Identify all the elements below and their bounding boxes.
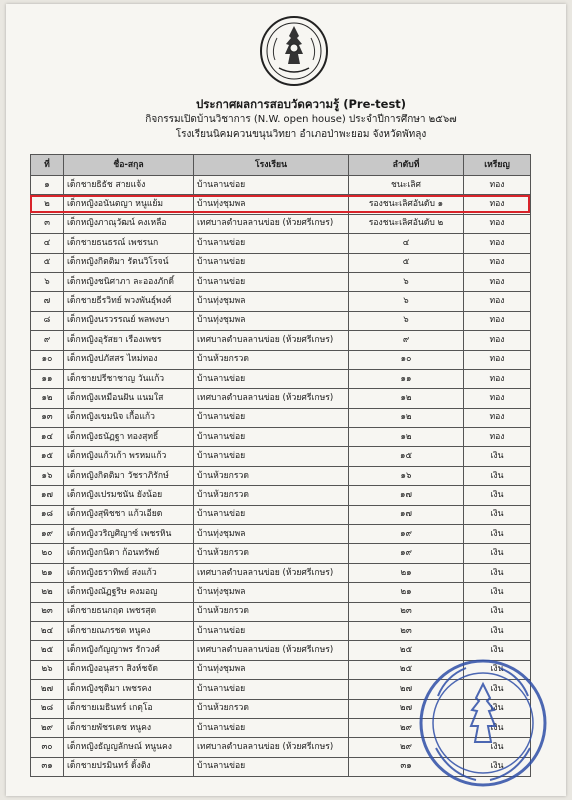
cell-no: ๒๘: [31, 699, 64, 718]
cell-school: บ้านลานข่อย: [194, 757, 349, 776]
table-row: [31, 389, 531, 408]
cell-no: ๒๙: [31, 718, 64, 737]
cell-rank: รองชนะเลิศอันดับ ๑: [349, 195, 464, 214]
cell-school: บ้านห้วยกรวด: [194, 466, 349, 485]
cell-rank: ๒๑: [349, 563, 464, 582]
cell-name: เด็กชายธิธัช สายแจ้ง: [64, 176, 194, 195]
cell-rank: ๒๙: [349, 718, 464, 737]
table-row: [31, 583, 531, 602]
cell-school: บ้านทุ่งชุมพล: [194, 583, 349, 602]
cell-rank: ๓๑: [349, 757, 464, 776]
table-header-row: [31, 155, 531, 176]
cell-school: บ้านห้วยกรวด: [194, 699, 349, 718]
cell-medal: เงิน: [464, 699, 531, 718]
cell-rank: ๒๑: [349, 583, 464, 602]
cell-medal: ทอง: [464, 350, 531, 369]
cell-school: บ้านทุ่งชุมพล: [194, 195, 349, 214]
cell-school: บ้านลานข่อย: [194, 253, 349, 272]
cell-school: เทศบาลตำบลลานข่อย (ห้วยศรีเกษร): [194, 214, 349, 233]
table-row: [31, 428, 531, 447]
cell-name: เด็กชายพัชรเดช หนูคง: [64, 718, 194, 737]
table-row: [31, 350, 531, 369]
cell-medal: ทอง: [464, 331, 531, 350]
cell-rank: ๒๕: [349, 641, 464, 660]
cell-no: ๒๓: [31, 602, 64, 621]
cell-rank: ๑๑: [349, 369, 464, 388]
table-row: [31, 602, 531, 621]
cell-school: บ้านห้วยกรวด: [194, 602, 349, 621]
cell-medal: ทอง: [464, 234, 531, 253]
cell-rank: ๑๗: [349, 505, 464, 524]
cell-no: ๑๖: [31, 466, 64, 485]
cell-medal: เงิน: [464, 466, 531, 485]
cell-name: เด็กหญิงเหมือนฝัน แนมใส: [64, 389, 194, 408]
cell-medal: ทอง: [464, 369, 531, 388]
cell-name: เด็กหญิงกัญญาพร รักวงศ์: [64, 641, 194, 660]
cell-name: เด็กหญิงชุติมา เพชรคง: [64, 680, 194, 699]
cell-rank: ๑๕: [349, 447, 464, 466]
cell-school: บ้านทุ่งชุมพล: [194, 525, 349, 544]
cell-rank: ๖: [349, 292, 464, 311]
cell-medal: เงิน: [464, 738, 531, 757]
cell-name: เด็กหญิงนรวรรณย์ พลพงษา: [64, 311, 194, 330]
table-row: [31, 369, 531, 388]
cell-no: ๖: [31, 272, 64, 291]
cell-no: ๒๕: [31, 641, 64, 660]
cell-school: เทศบาลตำบลลานข่อย (ห้วยศรีเกษร): [194, 331, 349, 350]
cell-no: ๒๗: [31, 680, 64, 699]
table-row: [31, 234, 531, 253]
cell-medal: เงิน: [464, 621, 531, 640]
table-row: [31, 466, 531, 485]
cell-medal: เงิน: [464, 583, 531, 602]
cell-medal: เงิน: [464, 757, 531, 776]
cell-rank: ๒๗: [349, 699, 464, 718]
school-subtitle: โรงเรียนนิคมควนขนุนวิทยา อำเภอป่าพะยอม จังหวัดพัทลุง: [175, 129, 427, 140]
cell-school: บ้านลานข่อย: [194, 680, 349, 699]
table-row: [31, 544, 531, 563]
cell-medal: เงิน: [464, 718, 531, 737]
cell-no: ๑๔: [31, 428, 64, 447]
cell-rank: ๑๙: [349, 544, 464, 563]
table-row: [31, 486, 531, 505]
table-row: [31, 311, 531, 330]
cell-name: เด็กชายณภรชต หนูคง: [64, 621, 194, 640]
cell-name: เด็กหญิงธนัฏฐา ทองสุทธิ์: [64, 428, 194, 447]
cell-rank: ๑๒: [349, 389, 464, 408]
cell-school: บ้านห้วยกรวด: [194, 350, 349, 369]
cell-no: ๓: [31, 214, 64, 233]
cell-name: เด็กหญิงวริญศิญาซ์ เพชรหิน: [64, 525, 194, 544]
table-row: [31, 253, 531, 272]
cell-name: เด็กหญิงณัฏฐริษ คงมอญ: [64, 583, 194, 602]
cell-medal: เงิน: [464, 505, 531, 524]
cell-school: บ้านทุ่งชุมพล: [194, 292, 349, 311]
cell-medal: เงิน: [464, 544, 531, 563]
column-header-name: ชื่อ-สกุล: [64, 155, 194, 176]
cell-no: ๓๐: [31, 738, 64, 757]
cell-medal: ทอง: [464, 195, 531, 214]
cell-no: ๕: [31, 253, 64, 272]
document-page: [6, 4, 566, 796]
cell-name: เด็กหญิงแก้วเก้า พรหมแก้ว: [64, 447, 194, 466]
cell-school: บ้านลานข่อย: [194, 369, 349, 388]
cell-medal: ทอง: [464, 408, 531, 427]
cell-rank: ๒๓: [349, 602, 464, 621]
cell-school: บ้านห้วยกรวด: [194, 544, 349, 563]
cell-name: เด็กชายเมธินทร์ เกตุโอ: [64, 699, 194, 718]
column-header-school: โรงเรียน: [194, 155, 349, 176]
cell-school: บ้านทุ่งชุมพล: [194, 311, 349, 330]
cell-medal: ทอง: [464, 253, 531, 272]
table-row: [31, 214, 531, 233]
cell-name: เด็กหญิงอนุสรา สิงห์ชจัด: [64, 660, 194, 679]
table-row: [31, 563, 531, 582]
cell-no: ๒๐: [31, 544, 64, 563]
column-header-rank: ลำดับที่: [349, 155, 464, 176]
cell-school: บ้านลานข่อย: [194, 234, 349, 253]
cell-school: บ้านลานข่อย: [194, 176, 349, 195]
cell-name: เด็กหญิงกิตติมา รัตนวิโรจน์: [64, 253, 194, 272]
cell-medal: ทอง: [464, 389, 531, 408]
cell-school: บ้านลานข่อย: [194, 272, 349, 291]
cell-name: เด็กชายปรีชาชาญ วันแก้ว: [64, 369, 194, 388]
cell-name: เด็กชายธีรวิทย์ พวงพันธุ์พงศ์: [64, 292, 194, 311]
cell-no: ๒: [31, 195, 64, 214]
cell-name: เด็กหญิงภาณุวัฒน์ คงเหลือ: [64, 214, 194, 233]
cell-rank: ๒๙: [349, 738, 464, 757]
cell-medal: ทอง: [464, 311, 531, 330]
cell-medal: เงิน: [464, 602, 531, 621]
cell-rank: ๒๕: [349, 660, 464, 679]
cell-name: เด็กชายธนธรณ์ เพชรนก: [64, 234, 194, 253]
cell-no: ๑๗: [31, 486, 64, 505]
cell-medal: เงิน: [464, 447, 531, 466]
cell-no: ๑๕: [31, 447, 64, 466]
cell-rank: ๑๗: [349, 486, 464, 505]
table-row: [31, 331, 531, 350]
cell-medal: เงิน: [464, 486, 531, 505]
cell-medal: ทอง: [464, 272, 531, 291]
cell-rank: ๑๒: [349, 428, 464, 447]
cell-medal: เงิน: [464, 563, 531, 582]
school-seal-stamp: [416, 656, 550, 790]
cell-school: เทศบาลตำบลลานข่อย (ห้วยศรีเกษร): [194, 389, 349, 408]
cell-name: เด็กหญิงกนิดา ก้อนทรัพย์: [64, 544, 194, 563]
column-header-medal: เหรียญ: [464, 155, 531, 176]
cell-name: เด็กหญิงเปรมชนัน ยังน้อย: [64, 486, 194, 505]
cell-name: เด็กชายธนกฤต เพชรสุด: [64, 602, 194, 621]
cell-school: บ้านห้วยกรวด: [194, 486, 349, 505]
cell-name: เด็กหญิงธราทิพย์ สงแก้ว: [64, 563, 194, 582]
cell-name: เด็กหญิงอนันตญา หนูแย้ม: [64, 195, 194, 214]
table-row: [31, 621, 531, 640]
cell-no: ๔: [31, 234, 64, 253]
cell-rank: ๑๖: [349, 466, 464, 485]
cell-school: เทศบาลตำบลลานข่อย (ห้วยศรีเกษร): [194, 738, 349, 757]
table-row: [31, 408, 531, 427]
cell-no: ๒๑: [31, 563, 64, 582]
table-row: [31, 505, 531, 524]
cell-name: เด็กชายปรมินทร์ ดิ้งติง: [64, 757, 194, 776]
cell-no: ๗: [31, 292, 64, 311]
cell-no: ๒๒: [31, 583, 64, 602]
cell-name: เด็กหญิงธัญญลักษณ์ หนูนคง: [64, 738, 194, 757]
cell-no: ๑: [31, 176, 64, 195]
cell-school: บ้านลานข่อย: [194, 505, 349, 524]
cell-school: บ้านลานข่อย: [194, 428, 349, 447]
cell-rank: ๑๙: [349, 525, 464, 544]
cell-name: เด็กหญิงอุรัสยา เรืองเพชร: [64, 331, 194, 350]
cell-medal: เงิน: [464, 525, 531, 544]
cell-rank: ๕: [349, 253, 464, 272]
cell-no: ๑๘: [31, 505, 64, 524]
cell-medal: เงิน: [464, 680, 531, 699]
cell-school: เทศบาลตำบลลานข่อย (ห้วยศรีเกษร): [194, 563, 349, 582]
cell-name: เด็กหญิงปภัสสร ไหม่ทอง: [64, 350, 194, 369]
cell-name: เด็กหญิงเขมนิจ เกื้อแก้ว: [64, 408, 194, 427]
cell-medal: เงิน: [464, 641, 531, 660]
cell-medal: ทอง: [464, 292, 531, 311]
cell-no: ๓๑: [31, 757, 64, 776]
school-emblem-icon: [259, 14, 329, 88]
cell-rank: ๔: [349, 234, 464, 253]
cell-rank: ๑๒: [349, 408, 464, 427]
cell-medal: ทอง: [464, 428, 531, 447]
cell-school: บ้านลานข่อย: [194, 447, 349, 466]
cell-no: ๑๓: [31, 408, 64, 427]
cell-no: ๑๐: [31, 350, 64, 369]
cell-name: เด็กหญิงกิตติมา วัชราภิรักษ์: [64, 466, 194, 485]
column-header-no: ที่: [31, 155, 64, 176]
cell-rank: ๒๗: [349, 680, 464, 699]
announcement-header: [6, 96, 566, 142]
cell-no: ๑๒: [31, 389, 64, 408]
cell-no: ๙: [31, 331, 64, 350]
cell-rank: ๖: [349, 311, 464, 330]
cell-rank: ชนะเลิศ: [349, 176, 464, 195]
cell-name: เด็กหญิงสุพิชชา แก้วเอียด: [64, 505, 194, 524]
cell-name: เด็กหญิงชนิศาภา ละอองภักดิ์: [64, 272, 194, 291]
cell-no: ๑๙: [31, 525, 64, 544]
cell-rank: ๑๐: [349, 350, 464, 369]
cell-medal: ทอง: [464, 176, 531, 195]
cell-rank: ๒๓: [349, 621, 464, 640]
cell-school: บ้านลานข่อย: [194, 621, 349, 640]
cell-no: ๒๖: [31, 660, 64, 679]
cell-rank: รองชนะเลิศอันดับ ๒: [349, 214, 464, 233]
table-row: [31, 447, 531, 466]
cell-school: บ้านลานข่อย: [194, 408, 349, 427]
announcement-title: ประกาศผลการสอบวัดความรู้ (Pre-test): [195, 97, 407, 111]
cell-no: ๒๔: [31, 621, 64, 640]
activity-subtitle: กิจกรรมเปิดบ้านวิชาการ (N.W. open house) ประจำปีการศึกษา ๒๕๖๗: [145, 114, 457, 125]
table-row: [31, 195, 531, 214]
cell-school: บ้านลานข่อย: [194, 718, 349, 737]
table-row: [31, 176, 531, 195]
cell-no: ๘: [31, 311, 64, 330]
cell-no: ๑๑: [31, 369, 64, 388]
cell-medal: ทอง: [464, 214, 531, 233]
cell-school: บ้านทุ่งชุมพล: [194, 660, 349, 679]
cell-school: เทศบาลตำบลลานข่อย (ห้วยศรีเกษร): [194, 641, 349, 660]
table-row: [31, 525, 531, 544]
cell-rank: ๖: [349, 272, 464, 291]
cell-medal: เงิน: [464, 660, 531, 679]
table-row: [31, 292, 531, 311]
cell-rank: ๙: [349, 331, 464, 350]
table-row: [31, 272, 531, 291]
